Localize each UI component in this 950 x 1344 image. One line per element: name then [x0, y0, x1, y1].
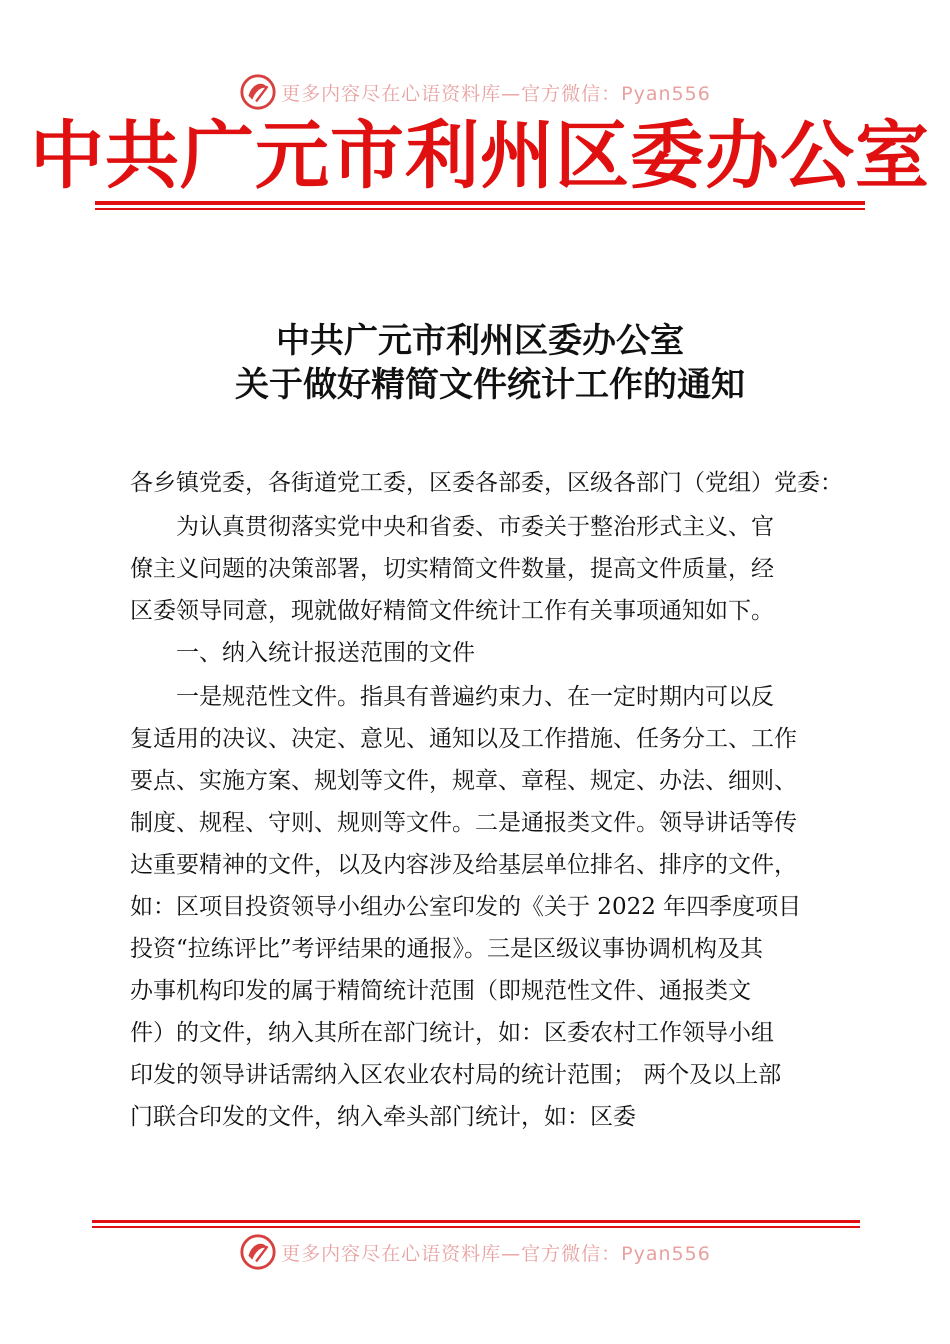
document-title-line-1: 中共广元市利州区委办公室 — [276, 321, 684, 361]
body-line: 复适用的决议、决定、意见、通知以及工作措施、任务分工、工作 — [130, 726, 797, 752]
watermark-logo-icon — [239, 73, 277, 111]
masthead-rule-thick — [95, 201, 865, 205]
masthead-title: 中共广元市利州区委办公室 — [30, 113, 930, 199]
body-line: 如：区项目投资领导小组办公室印发的《关于 2022 年四季度项目 — [130, 894, 802, 920]
body-line: 印发的领导讲话需纳入区农业农村局的统计范围； 两个及以上部 — [130, 1062, 782, 1088]
body-line: 达重要精神的文件，以及内容涉及给基层单位排名、排序的文件， — [130, 852, 797, 878]
body-line: 门联合印发的文件，纳入牵头部门统计，如：区委 — [130, 1104, 636, 1130]
watermark-text: 更多内容尽在心语资料库—官方微信：Pyan556 — [281, 82, 711, 105]
masthead-rule-thin — [95, 208, 865, 210]
body-line: 区委领导同意，现就做好精简文件统计工作有关事项通知如下。 — [130, 598, 774, 624]
document-title-line-2: 关于做好精简文件统计工作的通知 — [235, 365, 745, 405]
body-line: 为认真贯彻落实党中央和省委、市委关于整治形式主义、官 — [176, 514, 774, 540]
section-heading: 一、纳入统计报送范围的文件 — [176, 640, 475, 666]
watermark-top — [0, 72, 950, 112]
body-line: 要点、实施方案、规划等文件，规章、章程、规定、办法、细则、 — [130, 768, 797, 794]
watermark-bottom — [0, 1232, 950, 1272]
body-line: 制度、规程、守则、规则等文件。二是通报类文件。领导讲话等传 — [130, 810, 797, 836]
watermark-logo-icon — [239, 1233, 277, 1271]
body-line: 办事机构印发的属于精简统计范围（即规范性文件、通报类文 — [130, 978, 751, 1004]
body-line: 一是规范性文件。指具有普遍约束力、在一定时期内可以反 — [176, 684, 774, 710]
watermark-text: 更多内容尽在心语资料库—官方微信：Pyan556 — [281, 1242, 711, 1265]
body-line: 件）的文件，纳入其所在部门统计，如：区委农村工作领导小组 — [130, 1020, 774, 1046]
salutation-line: 各乡镇党委，各街道党工委，区委各部委，区级各部门（党组）党委： — [130, 470, 843, 496]
body-line: 投资“拉练评比”考评结果的通报》。三是区级议事协调机构及其 — [130, 936, 764, 962]
footer-rule-thick — [92, 1220, 860, 1223]
body-line: 僚主义问题的决策部署，切实精简文件数量，提高文件质量，经 — [130, 556, 774, 582]
footer-rule-thin — [92, 1226, 860, 1228]
